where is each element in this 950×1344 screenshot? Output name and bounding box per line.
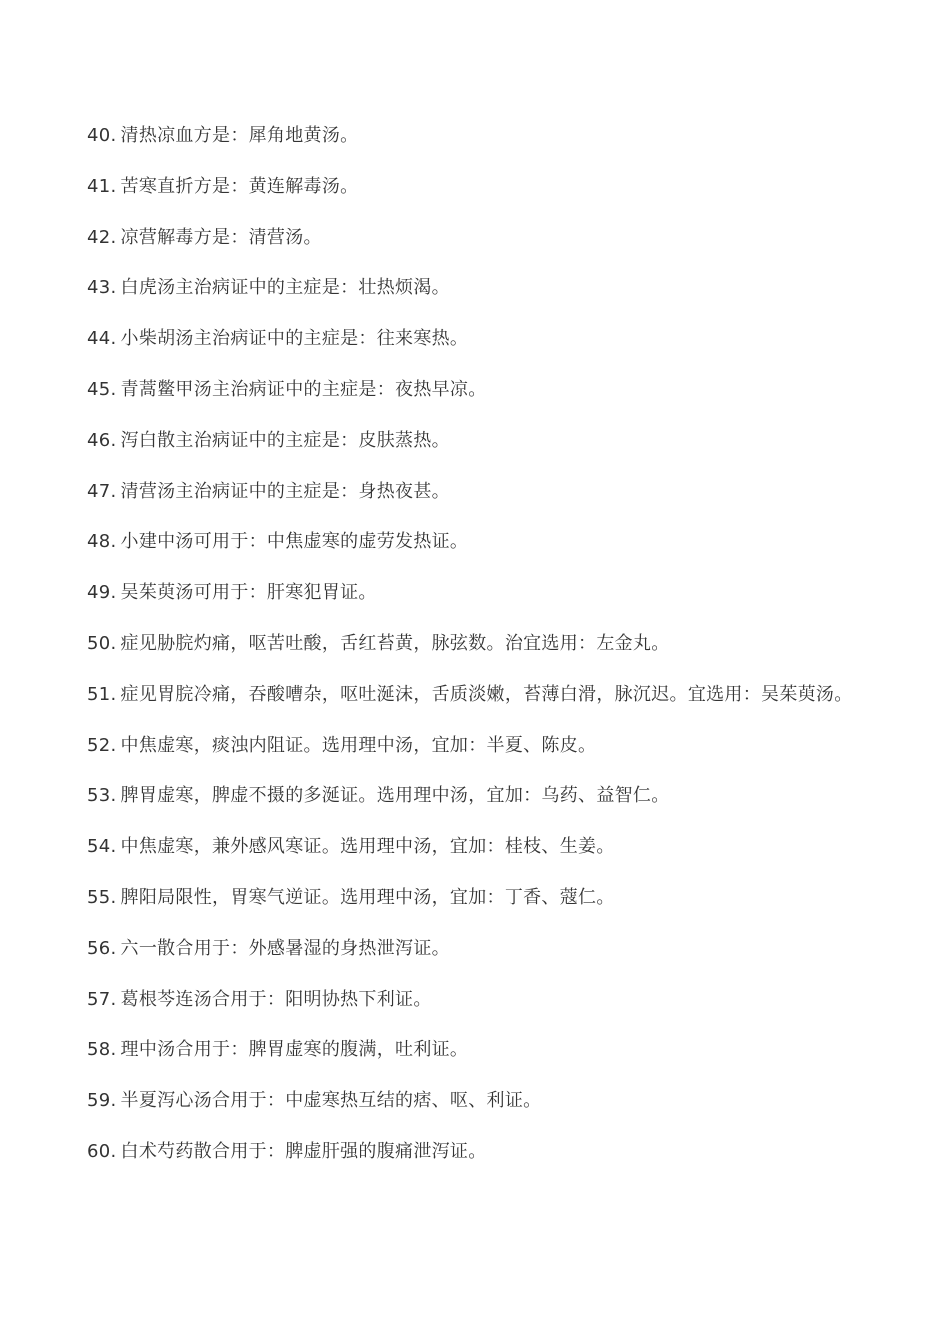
list-item (87, 324, 877, 354)
list-item (87, 273, 877, 303)
item-number: 43. (87, 277, 117, 299)
list-item (87, 883, 877, 913)
item-number: 44. (87, 328, 117, 350)
item-text: 小柴胡汤主治病证中的主症是：往来寒热。 (120, 328, 469, 350)
list-item (87, 731, 877, 761)
item-number: 42. (87, 226, 117, 248)
item-number: 45. (87, 378, 117, 400)
item-text: 小建中汤可用于：中焦虚寒的虚劳发热证。 (120, 531, 469, 553)
item-number: 40. (87, 125, 117, 146)
item-text: 吴茱萸汤可用于：肝寒犯胃证。 (120, 582, 377, 604)
list-item (87, 668, 877, 722)
list-item (87, 934, 877, 964)
list-item (87, 832, 877, 862)
item-number: 53. (87, 785, 117, 807)
item-text: 症见胁脘灼痛，呕苦吐酸，舌红苔黄，脉弦数。治宜选用：左金丸。 (120, 632, 670, 654)
item-text: 中焦虚寒，兼外感风寒证。选用理中汤，宜加：桂枝、生姜。 (120, 836, 615, 858)
item-number: 60. (87, 1140, 117, 1162)
item-text: 中焦虚寒，痰浊内阻证。选用理中汤，宜加：半夏、陈皮。 (120, 734, 597, 756)
item-number: 54. (87, 836, 117, 858)
item-text: 白虎汤主治病证中的主症是：壮热烦渴。 (120, 277, 450, 299)
item-number: 56. (87, 937, 117, 959)
item-number: 49. (87, 582, 117, 604)
item-text: 症见胃脘冷痛，吞酸嘈杂，呕吐涎沫，舌质淡嫩，苔薄白滑，脉沉迟。宜选用：吴茱萸汤。 (120, 683, 853, 705)
item-text: 脾阳局限性，胃寒气逆证。选用理中汤，宜加：丁香、蔻仁。 (120, 886, 615, 908)
list-item (87, 985, 877, 1015)
item-text: 苦寒直折方是：黄连解毒汤。 (120, 175, 359, 197)
list-item (87, 1035, 877, 1065)
item-number: 46. (87, 429, 117, 451)
item-text: 理中汤合用于：脾胃虚寒的腹满，吐利证。 (120, 1039, 469, 1061)
list-item (87, 781, 877, 811)
list-item (87, 578, 877, 608)
item-number: 57. (87, 988, 117, 1010)
list-item (87, 121, 877, 151)
list-item (87, 629, 877, 659)
item-text: 脾胃虚寒，脾虚不摄的多涎证。选用理中汤，宜加：乌药、益智仁。 (120, 785, 670, 807)
item-number: 59. (87, 1090, 117, 1112)
item-number: 55. (87, 886, 117, 908)
list-item (87, 1086, 877, 1116)
item-number: 52. (87, 734, 117, 756)
item-number: 51. (87, 683, 117, 705)
item-text: 白术芍药散合用于：脾虚肝强的腹痛泄泻证。 (120, 1140, 487, 1162)
item-number: 48. (87, 531, 117, 553)
item-text: 青蒿鳖甲汤主治病证中的主症是：夜热早凉。 (120, 378, 487, 400)
item-text: 泻白散主治病证中的主症是：皮肤蒸热。 (120, 429, 450, 451)
list-item (87, 172, 877, 202)
list-item (87, 223, 877, 253)
item-number: 47. (87, 480, 117, 502)
item-text: 六一散合用于：外感暑湿的身热泄泻证。 (120, 937, 450, 959)
item-text: 清营汤主治病证中的主症是：身热夜甚。 (120, 480, 450, 502)
item-number: 41. (87, 175, 117, 197)
item-text: 清热凉血方是：犀角地黄汤。 (120, 125, 359, 146)
list-item (87, 477, 877, 507)
item-number: 50. (87, 632, 117, 654)
item-number: 58. (87, 1039, 117, 1061)
list-item (87, 426, 877, 456)
list-item (87, 527, 877, 557)
list-item (87, 1137, 877, 1167)
list-item (87, 375, 877, 405)
item-text: 半夏泻心汤合用于：中虚寒热互结的痞、呕、利证。 (120, 1090, 542, 1112)
item-text: 凉营解毒方是：清营汤。 (120, 226, 322, 248)
item-list (87, 121, 877, 1188)
item-text: 葛根芩连汤合用于：阳明协热下利证。 (120, 988, 432, 1010)
